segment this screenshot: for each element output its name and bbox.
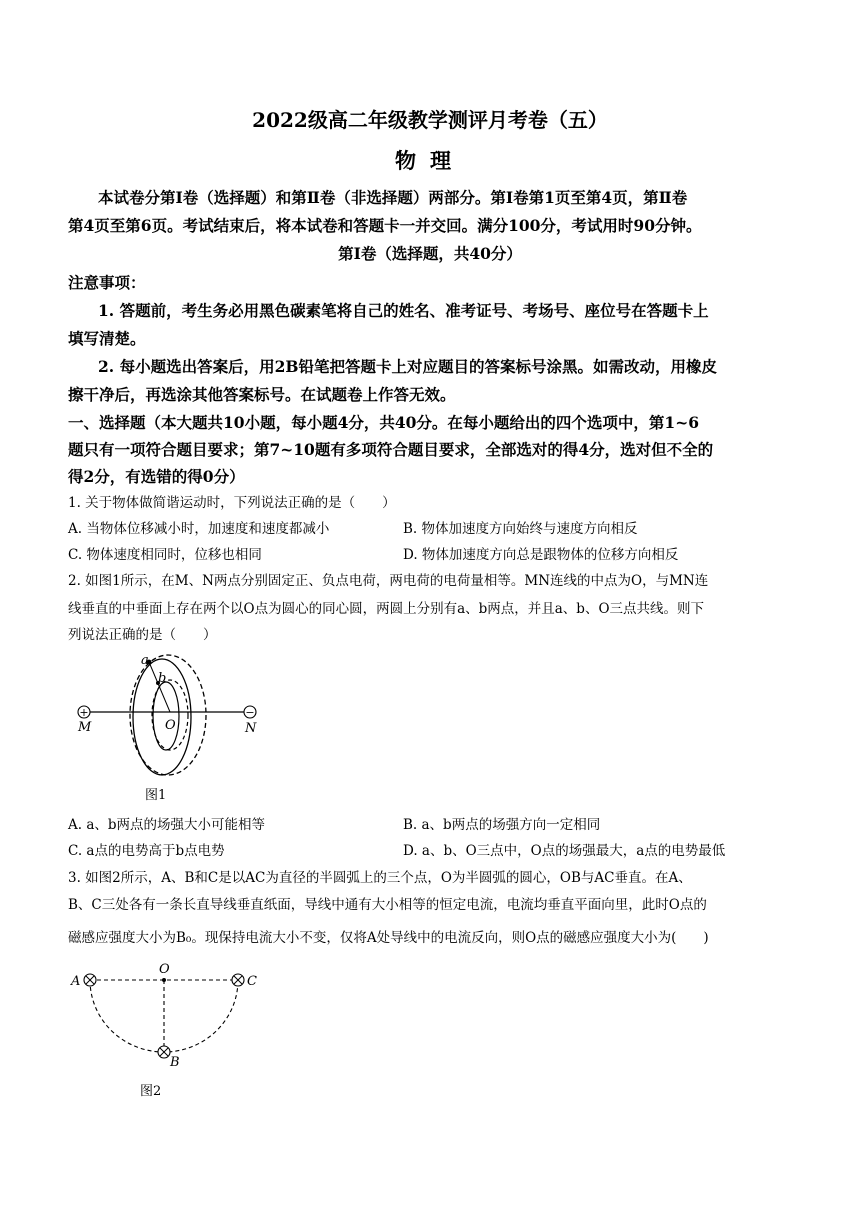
- q2-option-b: B. a、b两点的场强方向一定相同: [403, 817, 601, 833]
- intro-line-1: 本试卷分第Ⅰ卷（选择题）和第Ⅱ卷（非选择题）两部分。第Ⅰ卷第1页至第4页，第Ⅱ卷: [98, 188, 688, 207]
- note-2-line-2: 擦干净后，再选涂其他答案标号。在试题卷上作答无效。: [68, 385, 456, 404]
- figure-2-caption: 图2: [140, 1084, 162, 1099]
- figure-1-electric-field-diagram: [70, 650, 280, 785]
- label-b: B: [170, 1055, 180, 1068]
- section1-line-1: 一、选择题（本大题共10小题，每小题4分，共40分。在每小题给出的四个选项中，第1~6: [68, 413, 699, 432]
- q2-line-2: 线垂直的中垂面上存在两个以O点为圆心的同心圆，两圆上分别有a、b两点，并且a、b、O三点共线。则下: [68, 601, 705, 617]
- label-b: b: [158, 671, 167, 686]
- label-o: O: [165, 718, 176, 733]
- q2-line-1: 2. 如图1所示，在M、N两点分别固定正、负点电荷，两电荷的电荷量相等。MN连线的中点为O，与MN连: [68, 573, 709, 589]
- section1-line-2: 题只有一项符合题目要求；第7~10题有多项符合题目要求，全部选对的得4分，选对但不全的: [68, 440, 714, 459]
- q3-line-1: 3. 如图2所示，A、B和C是以AC为直径的半圆弧上的三个点，O为半圆弧的圆心，OB与AC垂直。在A、: [68, 870, 692, 886]
- q1-option-d: D. 物体加速度方向总是跟物体的位移方向相反: [403, 547, 679, 563]
- wire-c-current-in-icon: [232, 974, 244, 986]
- note-1-line-1: 1. 答题前，考生务必用黑色碳素笔将自己的姓名、准考证号、考场号、座位号在答题卡上: [98, 301, 709, 320]
- q3-line-2: B、C三处各有一条长直导线垂直纸面，导线中通有大小相等的恒定电流，电流均垂直平面向里，此时O点的: [68, 897, 707, 913]
- wire-b-current-in-icon: [158, 1046, 170, 1058]
- label-m: M: [78, 720, 92, 735]
- exam-title: 2022级高二年级教学测评月考卷（五）: [252, 108, 608, 132]
- plus-sign: +: [79, 706, 89, 719]
- q1-option-c: C. 物体速度相同时，位移也相同: [68, 547, 262, 563]
- label-a: a: [141, 653, 149, 668]
- wire-a-current-in-icon: [84, 974, 96, 986]
- label-o: O: [159, 962, 170, 977]
- figure-2-magnetic-field-diagram: [62, 958, 272, 1068]
- inner-circle-inner-edge: [153, 682, 179, 750]
- q1-option-a: A. 当物体位移减小时，加速度和速度都减小: [68, 521, 330, 537]
- subject-title: 物理: [395, 148, 465, 173]
- point-o: [162, 978, 166, 982]
- note-2-line-1: 2. 每小题选出答案后，用2B铅笔把答题卡上对应题目的答案标号涂黑。如需改动，用橡皮: [98, 357, 717, 376]
- oa-line: [149, 662, 170, 712]
- intro-line-2: 第4页至第6页。考试结束后，将本试卷和答题卡一并交回。满分100分，考试用时90分钟。: [68, 216, 702, 235]
- q2-option-d: D. a、b、O三点中，O点的场强最大，a点的电势最低: [403, 843, 726, 859]
- figure-1-caption: 图1: [145, 788, 167, 803]
- q3-line-3: 磁感应强度大小为B₀。现保持电流大小不变，仅将A处导线中的电流反向，则O点的磁感应强度大小为( ): [68, 930, 709, 946]
- q2-line-3: 列说法正确的是（ ）: [68, 627, 217, 643]
- notes-heading: 注意事项：: [68, 273, 146, 292]
- label-n: N: [245, 721, 257, 736]
- part1-heading: 第Ⅰ卷（选择题，共40分）: [338, 244, 522, 263]
- q2-option-c: C. a点的电势高于b点电势: [68, 843, 225, 859]
- q1-option-b: B. 物体加速度方向始终与速度方向相反: [403, 521, 638, 537]
- label-c: C: [247, 974, 257, 989]
- minus-sign: −: [245, 706, 255, 719]
- q2-option-a: A. a、b两点的场强大小可能相等: [68, 817, 266, 833]
- q1-stem: 1. 关于物体做简谐运动时，下列说法正确的是（ ）: [68, 495, 396, 511]
- label-a: A: [71, 974, 81, 989]
- note-1-line-2: 填写清楚。: [68, 329, 146, 348]
- section1-line-3: 得2分，有选错的得0分）: [68, 467, 245, 486]
